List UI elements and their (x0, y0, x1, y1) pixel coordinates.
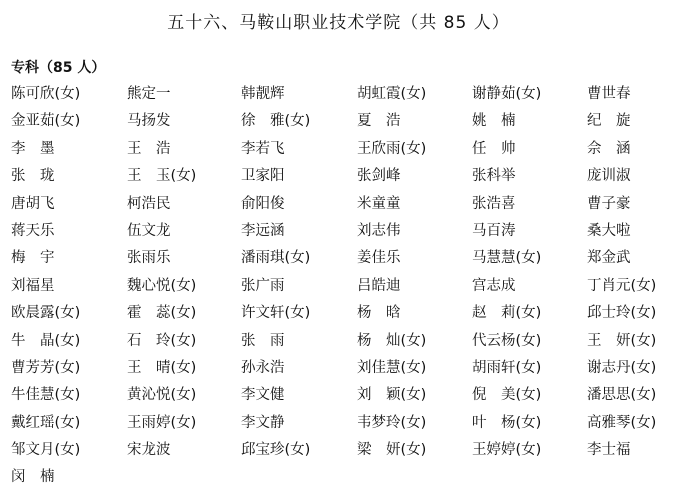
student-name: 韦梦玲(女) (357, 414, 427, 431)
student-name: 佘 涵 (587, 140, 631, 157)
student-name: 叶 杨(女) (472, 414, 542, 431)
student-name: 王 玉(女) (127, 168, 197, 185)
student-name: 倪 美(女) (472, 387, 542, 404)
student-name: 张 雨 (241, 332, 285, 349)
student-name: 牛 晶(女) (11, 332, 81, 349)
student-name: 桑大啦 (587, 222, 631, 239)
student-name: 夏 浩 (357, 113, 401, 130)
student-name: 金亚茹(女) (11, 113, 81, 130)
student-name: 熊定一 (127, 86, 171, 102)
student-name: 刘 颖(女) (357, 387, 427, 404)
student-name: 曹子豪 (587, 195, 631, 212)
student-name: 蒋天乐 (11, 222, 55, 239)
student-name: 王 浩 (127, 140, 171, 157)
student-name: 胡雨轩(女) (472, 359, 542, 376)
student-name: 李文静 (241, 414, 285, 431)
student-name: 俞阳俊 (241, 195, 285, 212)
student-name: 张剑峰 (357, 168, 401, 185)
student-name: 纪 旋 (587, 113, 631, 130)
student-name: 邱士玲(女) (587, 305, 657, 322)
student-name: 马扬发 (127, 113, 171, 130)
student-name: 郑金武 (587, 250, 631, 267)
student-name: 李 墨 (11, 140, 55, 157)
student-name: 杨 灿(女) (357, 332, 427, 349)
student-name: 欧晨露(女) (11, 305, 81, 322)
student-name: 黄沁悦(女) (127, 387, 197, 404)
student-name: 陈可欣(女) (11, 86, 81, 102)
student-name: 代云杨(女) (472, 332, 542, 349)
student-name: 邹文月(女) (11, 442, 81, 459)
student-name: 孙永浩 (241, 359, 285, 376)
student-name: 韩靓辉 (241, 86, 285, 102)
student-name: 刘佳慧(女) (357, 359, 427, 376)
student-name: 梅 宇 (11, 250, 55, 267)
student-name: 霍 蕊(女) (127, 305, 197, 322)
student-name: 张广雨 (241, 277, 285, 294)
student-name: 庞训淑 (587, 168, 631, 185)
student-name: 张雨乐 (127, 250, 171, 267)
student-name: 石 玲(女) (127, 332, 197, 349)
document-title: 五十六、马鞍山职业技术学院（共 85 人） (167, 13, 510, 33)
student-name: 潘思思(女) (587, 387, 657, 404)
student-name: 闵 楠 (11, 469, 55, 486)
student-name: 李若飞 (241, 140, 285, 157)
student-name: 姚 楠 (472, 113, 516, 130)
student-name: 许文轩(女) (241, 305, 311, 322)
student-name: 谢静茹(女) (472, 86, 542, 102)
student-name: 丁肖元(女) (587, 277, 657, 294)
student-name: 马百涛 (472, 222, 516, 239)
student-name: 梁 妍(女) (357, 442, 427, 459)
student-name: 宋龙波 (127, 442, 171, 459)
student-name: 潘雨琪(女) (241, 250, 311, 267)
student-name: 姜佳乐 (357, 250, 401, 267)
student-name: 曹芳芳(女) (11, 359, 81, 376)
student-name: 柯浩民 (127, 195, 171, 212)
student-name: 牛佳慧(女) (11, 387, 81, 404)
student-name: 王 妍(女) (587, 332, 657, 349)
student-name: 卫家阳 (241, 168, 285, 185)
student-name: 戴红瑶(女) (11, 414, 81, 431)
student-name: 张浩喜 (472, 195, 516, 212)
student-name: 李士福 (587, 442, 631, 459)
section-heading: 专科（85 人） (11, 60, 106, 76)
student-name: 李文健 (241, 387, 285, 404)
student-name: 李远涵 (241, 222, 285, 239)
student-name: 赵 莉(女) (472, 305, 542, 322)
student-name: 米童童 (357, 195, 401, 212)
student-name: 王欣雨(女) (357, 140, 427, 157)
student-name: 唐胡飞 (11, 195, 55, 212)
student-name: 伍文龙 (127, 222, 171, 239)
student-name: 高雅琴(女) (587, 414, 657, 431)
name-list (11, 83, 675, 494)
student-name: 谢志丹(女) (587, 359, 657, 376)
student-name: 任 帅 (472, 140, 516, 157)
student-name: 刘志伟 (357, 222, 401, 239)
student-name: 曹世春 (587, 86, 631, 102)
student-name: 马慧慧(女) (472, 250, 542, 267)
student-name: 刘福星 (11, 277, 55, 294)
student-name: 张科举 (472, 168, 516, 185)
student-name: 王雨婷(女) (127, 414, 197, 431)
student-name: 王 晴(女) (127, 359, 197, 376)
student-name: 邱宝珍(女) (241, 442, 311, 459)
student-name: 魏心悦(女) (127, 277, 197, 294)
student-name: 胡虹霞(女) (357, 86, 427, 102)
student-name: 张 珑 (11, 168, 55, 185)
student-name: 王婷婷(女) (472, 442, 542, 459)
student-name: 宫志成 (472, 277, 516, 294)
student-name: 杨 晗 (357, 305, 401, 322)
student-name: 徐 雅(女) (241, 113, 311, 130)
student-name: 吕皓迪 (357, 277, 401, 294)
